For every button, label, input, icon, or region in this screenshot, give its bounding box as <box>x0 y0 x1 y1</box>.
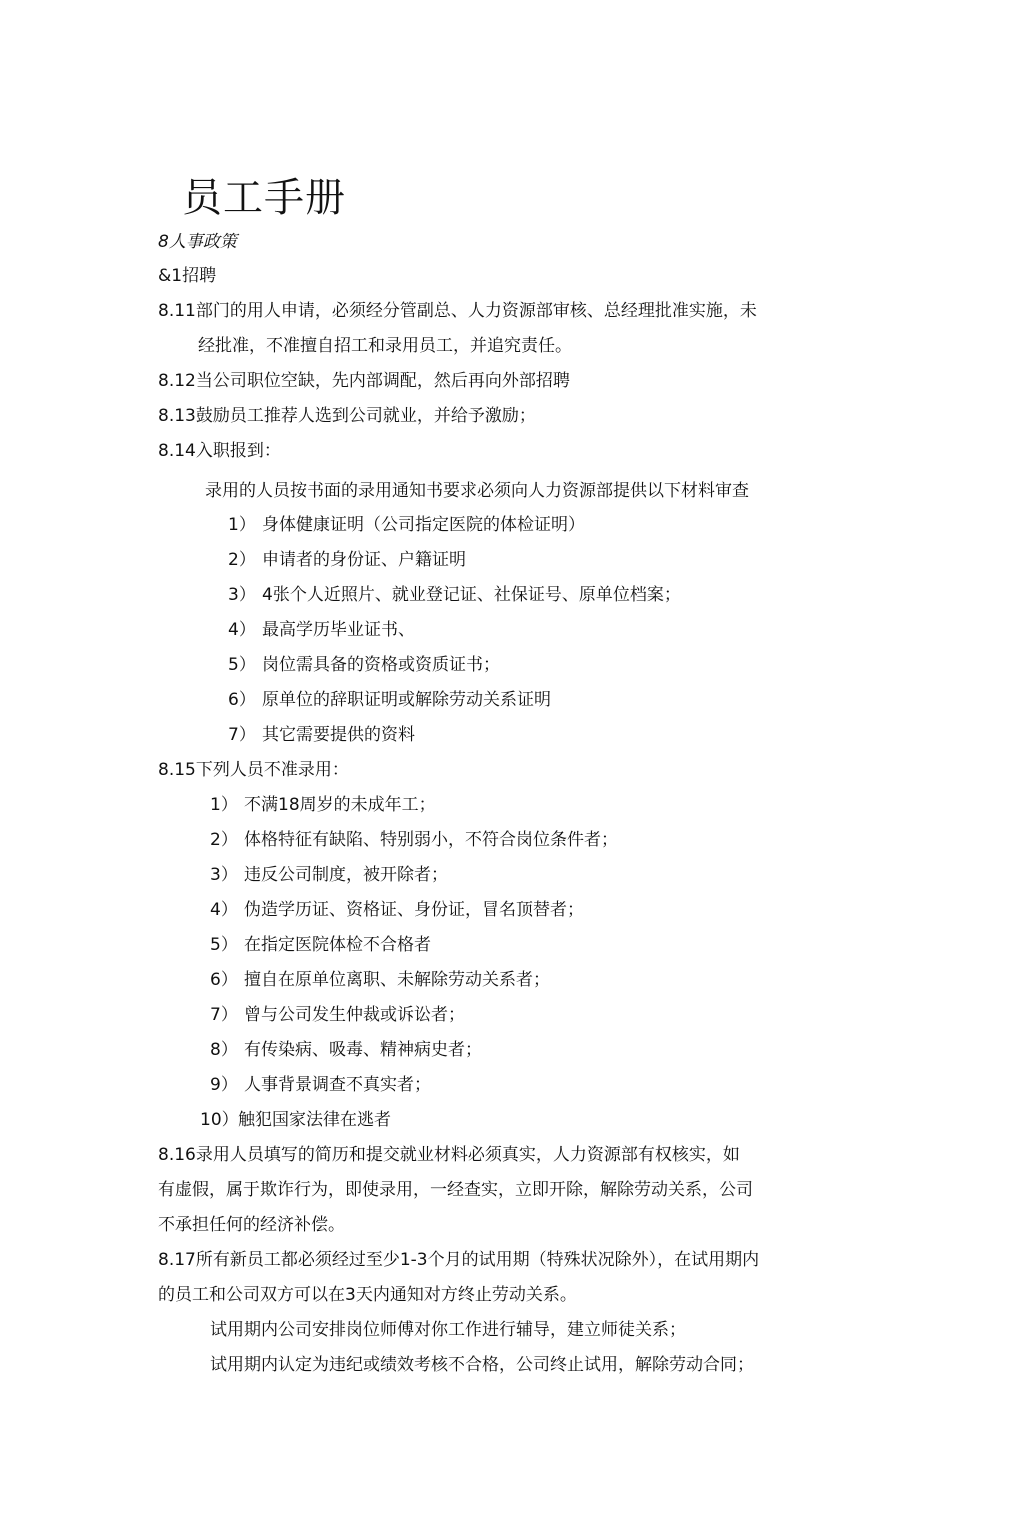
list-item-number: 4） <box>228 620 256 640</box>
list-item <box>228 687 551 713</box>
subsection-heading: &1招聘 <box>158 266 217 286</box>
list-item-text: 曾与公司发生仲裁或诉讼者； <box>244 1005 465 1025</box>
list-item-text: 有传染病、吸毒、精神病史者； <box>244 1040 482 1060</box>
para-8-17-line4: 试用期内认定为违纪或绩效考核不合格，公司终止试用，解除劳动合同； <box>210 1355 754 1375</box>
para-8-16-line2: 有虚假，属于欺诈行为，即使录用，一经查实，立即开除，解除劳动关系，公司 <box>158 1180 753 1200</box>
list-item-text: 违反公司制度，被开除者； <box>244 865 448 885</box>
list-item-number: 7） <box>228 725 256 745</box>
para-8-11-line1: 8.11部门的用人申请，必须经分管副总、人力资源部审核、总经理批准实施，未 <box>158 301 757 321</box>
list-item <box>210 967 550 993</box>
list-item-number: 9） <box>210 1075 238 1095</box>
list-item-number: 6） <box>228 690 256 710</box>
list-item-text: 最高学历毕业证书、 <box>262 620 415 640</box>
list-item-text: 申请者的身份证、户籍证明 <box>262 550 466 570</box>
list-item <box>210 1002 465 1028</box>
list-item-text: 不满18周岁的未成年工； <box>244 795 436 815</box>
list-item <box>210 862 448 888</box>
list-item <box>200 1107 391 1133</box>
document-title: 员工手册 <box>182 175 346 221</box>
para-8-17-line2: 的员工和公司双方可以在3天内通知对方终止劳动关系。 <box>158 1285 577 1305</box>
list-item <box>210 827 618 853</box>
para-8-17-line1: 8.17所有新员工都必须经过至少1-3个月的试用期（特殊状况除外），在试用期内 <box>158 1250 760 1270</box>
list-item <box>210 1072 431 1098</box>
list-item-text: 4张个人近照片、就业登记证、社保证号、原单位档案； <box>262 585 681 605</box>
list-item-number: 3） <box>228 585 256 605</box>
list-item-number: 6） <box>210 970 238 990</box>
para-8-16-line1: 8.16录用人员填写的简历和提交就业材料必须真实，人力资源部有权核实，如 <box>158 1145 740 1165</box>
para-8-14-intro: 录用的人员按书面的录用通知书要求必须向人力资源部提供以下材料审查 <box>205 481 749 501</box>
list-item-text: 身体健康证明（公司指定医院的体检证明） <box>262 515 585 535</box>
list-item-text: 体格特征有缺陷、特别弱小，不符合岗位条件者； <box>244 830 618 850</box>
list-item <box>228 617 415 643</box>
list-item-text: 岗位需具备的资格或资质证书； <box>262 655 500 675</box>
list-item <box>210 932 431 958</box>
list-item-text: 在指定医院体检不合格者 <box>244 935 431 955</box>
list-item-number: 1） <box>210 795 238 815</box>
list-item <box>210 792 436 818</box>
para-8-14-heading: 8.14入职报到： <box>158 441 281 461</box>
para-8-11-line2: 经批准，不准擅自招工和录用员工，并追究责任。 <box>198 336 572 356</box>
list-item-number: 8） <box>210 1040 238 1060</box>
list-item-number: 5） <box>228 655 256 675</box>
list-item-number: 2） <box>210 830 238 850</box>
para-8-17-line3: 试用期内公司安排岗位师傅对你工作进行辅导，建立师徒关系； <box>210 1320 686 1340</box>
list-item-number: 7） <box>210 1005 238 1025</box>
list-item <box>210 1037 482 1063</box>
section-heading: 8人事政策 <box>158 232 237 252</box>
list-item <box>228 652 500 678</box>
para-8-15-heading: 8.15下列人员不准录用： <box>158 760 349 780</box>
list-item-text: 人事背景调查不真实者； <box>244 1075 431 1095</box>
para-8-12: 8.12当公司职位空缺，先内部调配，然后再向外部招聘 <box>158 371 570 391</box>
list-item-number: 3） <box>210 865 238 885</box>
list-item-text: 触犯国家法律在逃者 <box>238 1110 391 1130</box>
list-item-text: 擅自在原单位离职、未解除劳动关系者； <box>244 970 550 990</box>
list-item-text: 原单位的辞职证明或解除劳动关系证明 <box>262 690 551 710</box>
list-item-number: 2） <box>228 550 256 570</box>
list-item <box>228 512 585 538</box>
list-item-text: 伪造学历证、资格证、身份证，冒名顶替者； <box>244 900 584 920</box>
list-item <box>228 722 415 748</box>
para-8-13: 8.13鼓励员工推荐人选到公司就业，并给予激励； <box>158 406 536 426</box>
list-item-number: 4） <box>210 900 238 920</box>
list-item <box>228 547 466 573</box>
para-8-16-line3: 不承担任何的经济补偿。 <box>158 1215 345 1235</box>
list-item-number: 10） <box>200 1110 239 1130</box>
list-item <box>210 897 584 923</box>
list-item <box>228 582 681 608</box>
list-item-number: 5） <box>210 935 238 955</box>
list-item-text: 其它需要提供的资料 <box>262 725 415 745</box>
list-item-number: 1） <box>228 515 256 535</box>
